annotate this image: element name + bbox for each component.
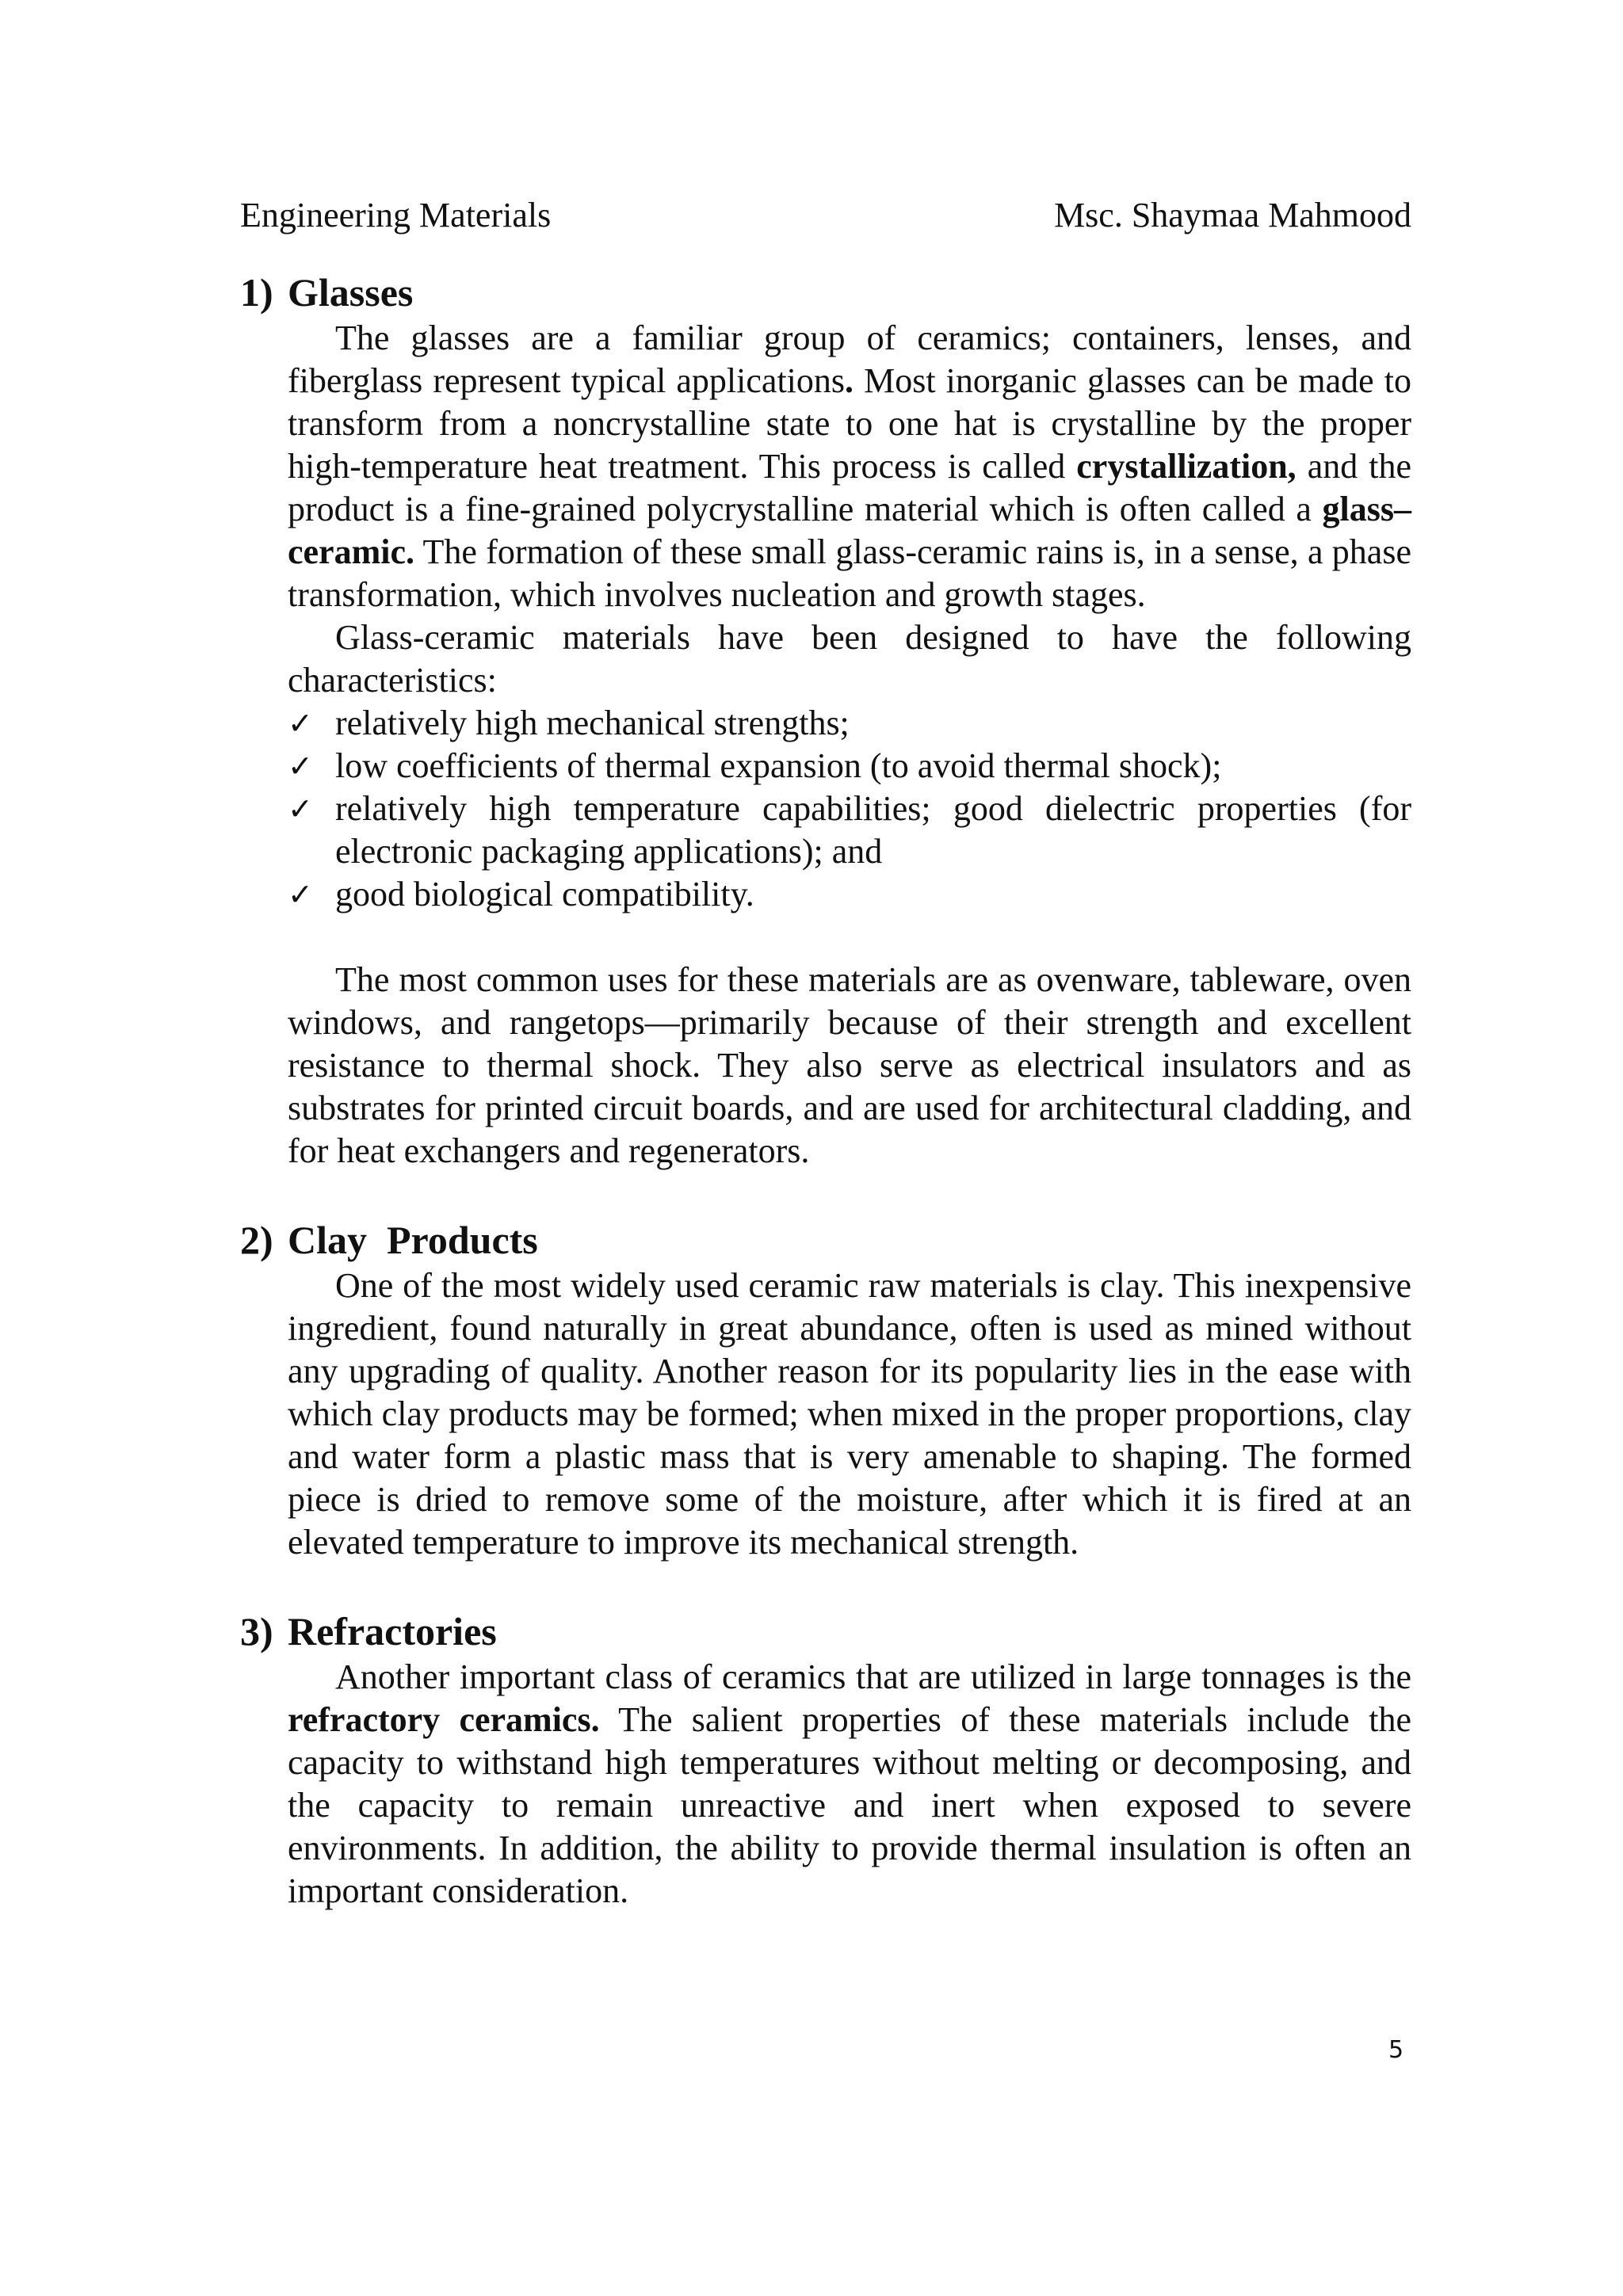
section-title-clay-products	[240, 1215, 1411, 1264]
text-run: The formation of these small glass-ceramic rains is, in a sense, a phase transformation, which involves nucleation and growth stages.	[288, 532, 1411, 614]
section-title-text: Refractories	[288, 1609, 497, 1653]
term-crystallization: crystallization,	[1076, 447, 1296, 486]
term-glass-ceramic: glass–ceramic.	[288, 490, 1411, 571]
text-run-bold: .	[845, 361, 854, 400]
checkmark-icon: ✓	[288, 706, 313, 741]
checkmark-icon: ✓	[288, 791, 313, 826]
glasses-paragraph-2: Glass-ceramic materials have been designed to have the following characteristics:	[288, 618, 1411, 700]
checkmark-icon: ✓	[288, 749, 313, 784]
list-item	[240, 873, 1411, 916]
header-course-title: Engineering Materials	[240, 196, 552, 235]
section-clay-products	[240, 1215, 1411, 1564]
section-title-refractories	[240, 1607, 1411, 1656]
section-refractories	[240, 1607, 1411, 1913]
list-item	[240, 788, 1411, 873]
text-run: Another important class of ceramics that are utilized in large tonnages is the	[335, 1657, 1411, 1696]
header-author: Msc. Shaymaa Mahmood	[1054, 196, 1411, 235]
term-refractory-ceramics: refractory ceramics.	[288, 1700, 600, 1739]
section-number: 2)	[240, 1218, 273, 1262]
section-title-text: Clay Products	[288, 1218, 538, 1262]
section-glasses	[240, 268, 1411, 1173]
list-item-text: good biological compatibility.	[335, 875, 754, 913]
page-content	[240, 268, 1411, 1955]
page-number: 5	[1388, 2036, 1404, 2064]
section-title-glasses	[240, 268, 1411, 317]
text-run: The glasses are a familiar group of ceramics; containers, lenses, and fiberglass represent typical applications	[288, 318, 1411, 400]
clay-paragraph-1: One of the most widely used ceramic raw materials is clay. This inexpensive ingredient, found naturally in great abundance, often is used as mined without any upgrading of quality. Another reason for its popularity lies in the ease with which clay products may be formed; when mixed in the proper proportions, clay and water form a plastic mass that is very amenable to shaping. The formed piece is dried to remove some of the moisture, after which it is fired at an elevated temperature to improve its mechanical strength.	[288, 1266, 1411, 1562]
page-header	[240, 192, 1411, 239]
text-run: and the product is a fine-grained polycrystalline material which is often called a	[288, 447, 1411, 528]
section-title-text: Glasses	[288, 270, 414, 315]
text-run: Most inorganic glasses can be made to transform from a noncrystalline state to one hat is crystalline by the proper high-temperature heat treatment. This process is called	[288, 361, 1411, 486]
list-item	[240, 702, 1411, 745]
section-number: 3)	[240, 1609, 273, 1653]
glasses-paragraph-3: The most common uses for these materials are as ovenware, tableware, oven windows, and rangetops—primarily because of their strength and excellent resistance to thermal shock. They also serve as electrical insulators and as substrates for printed circuit boards, and are used for architectural cladding, and for heat exchangers and regenerators.	[288, 960, 1411, 1170]
list-item	[240, 745, 1411, 788]
checkmark-icon: ✓	[288, 877, 313, 912]
list-item-text: low coefficients of thermal expansion (to avoid thermal shock);	[335, 746, 1222, 785]
refractories-paragraph-1	[288, 1656, 1411, 1913]
glasses-paragraph-1	[288, 317, 1411, 616]
text-run: The salient properties of these materials include the capacity to withstand high temperatures without melting or decomposing, and the capacity to remain unreactive and inert when exposed to severe environments. In addition, the ability to provide thermal insulation is often an important consideration.	[288, 1700, 1411, 1910]
section-number: 1)	[240, 270, 273, 315]
list-item-text: relatively high temperature capabilities; good dielectric properties (for electronic packaging applications); and	[335, 789, 1411, 871]
list-item-text: relatively high mechanical strengths;	[335, 704, 850, 742]
characteristics-list	[240, 702, 1411, 916]
